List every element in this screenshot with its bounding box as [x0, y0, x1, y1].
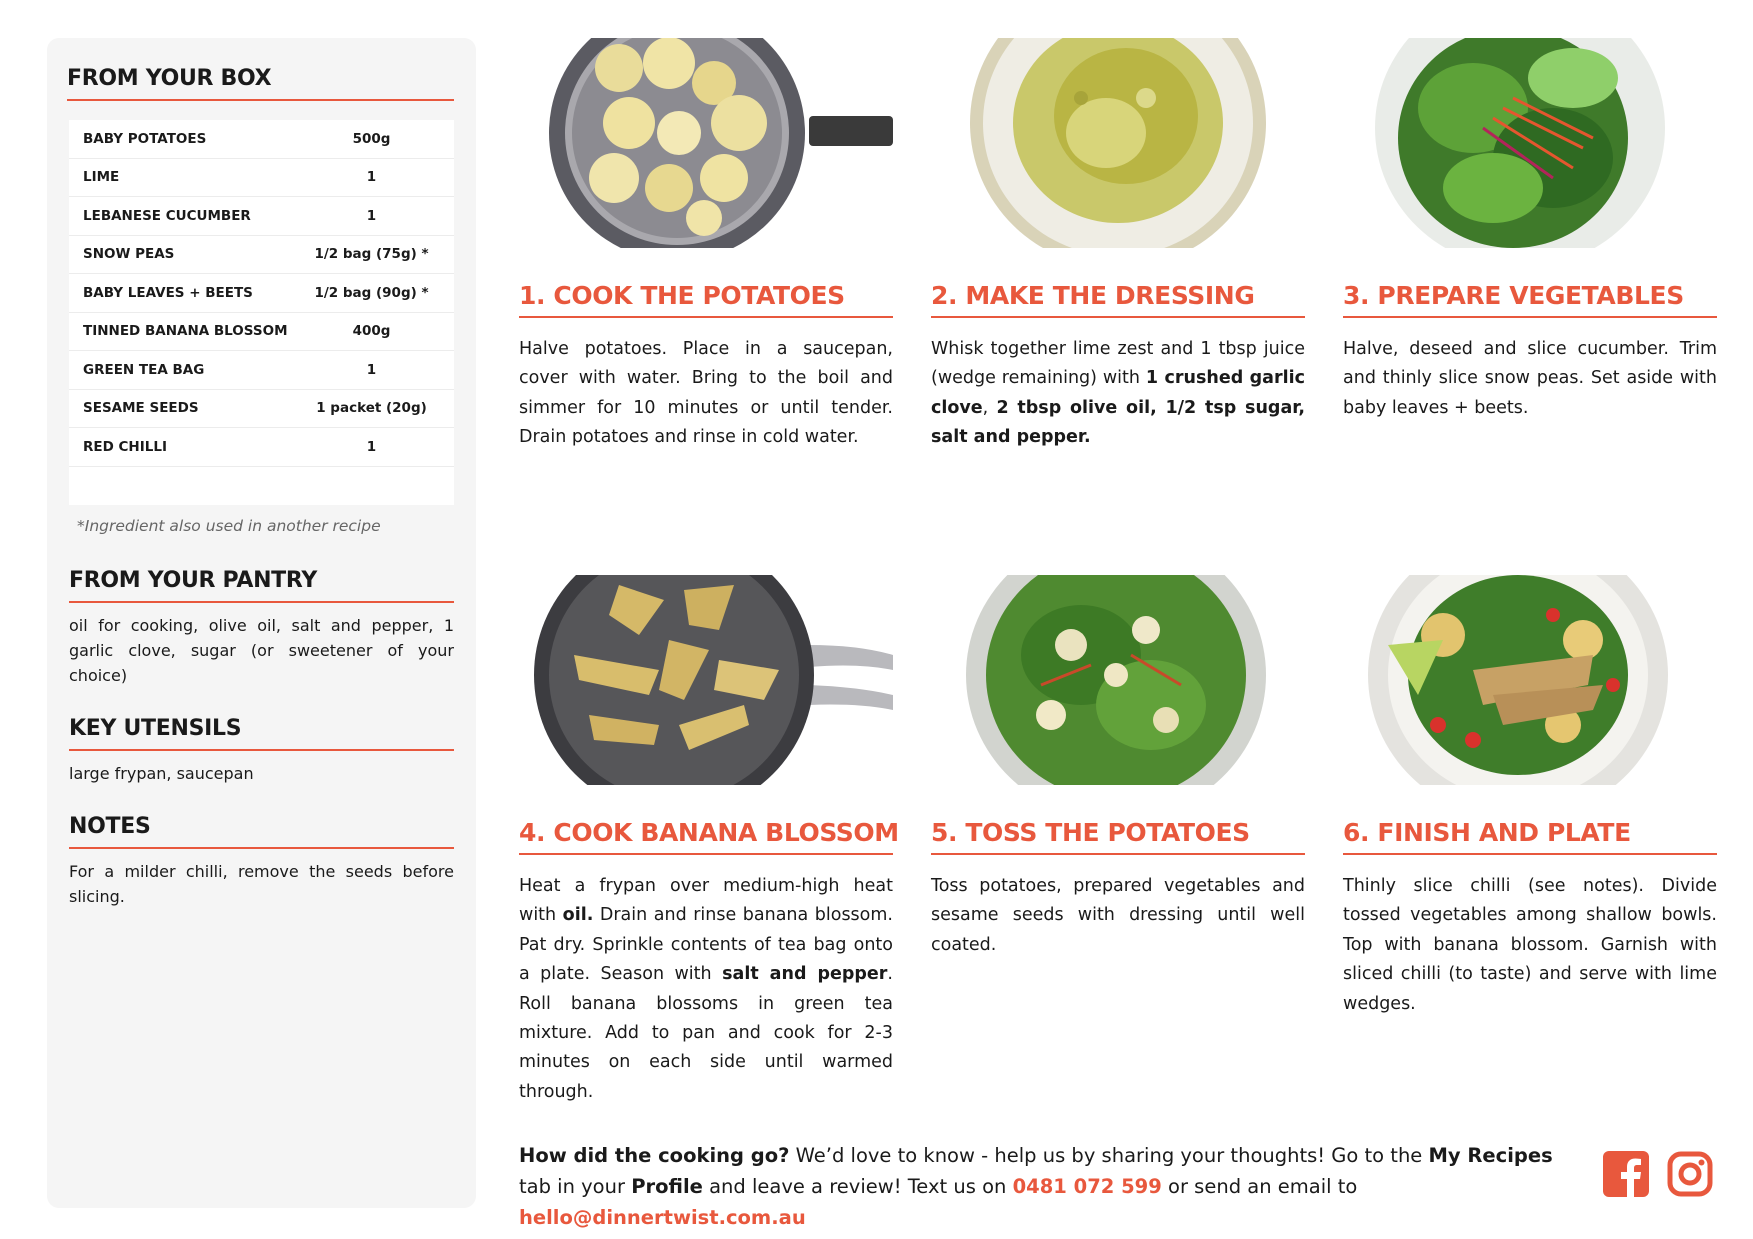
ingredient-qty: 400g [352, 323, 391, 340]
step-3 [1343, 38, 1717, 423]
step-text-part: salt and pepper [722, 964, 888, 985]
ingredient-name: SESAME SEEDS [83, 400, 199, 417]
step-3-photo [1343, 38, 1717, 248]
ingredient-name: SNOW PEAS [83, 246, 175, 263]
footer-my-recipes: My Recipes [1428, 1144, 1553, 1167]
step-6-photo [1343, 575, 1717, 785]
ingredient-qty: 1/2 bag (90g) * [314, 284, 429, 301]
step-4 [519, 575, 899, 1107]
step-2 [931, 38, 1305, 453]
step-1 [519, 38, 893, 453]
step-6-title: 6. FINISH AND PLATE [1343, 818, 1717, 855]
step-text-part: 1 crushed garlic clove [931, 368, 1305, 418]
step-text-part: Whisk together lime zest and 1 tbsp juice (wedge remaining) with [931, 339, 1305, 389]
ingredient-row [69, 313, 454, 352]
ingredient-name: TINNED BANANA BLOSSOM [83, 323, 288, 340]
footer-text-1: We’d love to know - help us by sharing your thoughts! Go to the [789, 1144, 1429, 1167]
ingredient-row [69, 428, 454, 467]
ingredient-name: LIME [83, 169, 120, 186]
step-2-photo [931, 38, 1305, 248]
step-3-text [1343, 335, 1717, 423]
ingredient-name: BABY POTATOES [83, 130, 207, 147]
pantry-text: oil for cooking, olive oil, salt and pepper, 1 garlic clove, sugar (or sweetener of your choice) [69, 616, 454, 685]
key-utensils-heading: KEY UTENSILS [69, 716, 454, 751]
step-2-text [931, 335, 1305, 453]
step-5-title: 5. TOSS THE POTATOES [931, 818, 1305, 855]
ingredient-name: LEBANESE CUCUMBER [83, 207, 251, 224]
feedback-footer [519, 1140, 1559, 1233]
ingredient-qty: 1 packet (20g) [316, 400, 427, 417]
ingredient-footnote: *Ingredient also used in another recipe [77, 517, 381, 535]
ingredient-row [69, 351, 454, 390]
step-3-title: 3. PREPARE VEGETABLES [1343, 281, 1717, 318]
ingredient-row [69, 390, 454, 429]
notes-heading: NOTES [69, 814, 454, 849]
step-text-part: Heat a frypan over medium-high heat with [519, 876, 893, 926]
step-6 [1343, 575, 1717, 1019]
ingredient-qty: 1/2 bag (75g) * [314, 246, 429, 263]
ingredient-qty: 1 [366, 438, 377, 455]
step-4-title: 4. COOK BANANA BLOSSOM [519, 818, 893, 855]
step-1-title: 1. COOK THE POTATOES [519, 281, 893, 318]
footer-text-4: or send an email to [1161, 1175, 1358, 1198]
footer-text-3: and leave a review! Text us on [702, 1175, 1013, 1198]
step-text-part: Drain and rinse banana blossom. Pat dry. Sprinkle contents of tea bag onto a plate. Season with [519, 905, 893, 985]
ingredients-sidebar [47, 38, 476, 1208]
step-text-part: Thinly slice chilli (see notes). Divide tossed vegetables among shallow bowls. Top with banana blossom. Garnish with sliced chilli (to taste) and serve with lime wedges. [1343, 876, 1717, 1014]
ingredient-row [69, 159, 454, 198]
ingredient-row [69, 236, 454, 275]
notes-section [69, 814, 454, 909]
ingredient-row [69, 120, 454, 159]
utensils-text: large frypan, saucepan [69, 764, 254, 783]
step-1-text [519, 335, 893, 453]
footer-phone-link[interactable]: 0481 072 599 [1012, 1175, 1162, 1198]
step-text-part: Halve, deseed and slice cucumber. Trim and thinly slice snow peas. Set aside with baby leaves + beets. [1343, 339, 1717, 418]
footer-question: How did the cooking go? [519, 1144, 790, 1167]
step-text-part: oil. [562, 905, 594, 926]
from-your-box-heading: FROM YOUR BOX [67, 66, 454, 101]
utensils-section [69, 716, 454, 786]
footer-email-link[interactable]: hello@dinnertwist.com.au [519, 1206, 806, 1229]
ingredient-row [69, 197, 454, 236]
from-your-pantry-heading: FROM YOUR PANTRY [69, 568, 454, 603]
ingredient-qty: 1 [366, 361, 377, 378]
facebook-icon[interactable] [1603, 1151, 1649, 1197]
ingredient-name: RED CHILLI [83, 438, 167, 455]
ingredient-qty: 1 [366, 169, 377, 186]
ingredient-name: GREEN TEA BAG [83, 361, 205, 378]
step-4-photo [519, 575, 893, 785]
footer-text-2: tab in your [519, 1175, 632, 1198]
step-text-part: , [982, 397, 997, 418]
step-5-photo [931, 575, 1305, 785]
step-text-part: . Roll banana blossoms in green tea mixture. Add to pan and cook for 2-3 minutes on each side until warmed through. [519, 964, 893, 1102]
footer-profile: Profile [631, 1175, 703, 1198]
ingredient-row [69, 274, 454, 313]
step-5-text [931, 872, 1305, 960]
step-2-title: 2. MAKE THE DRESSING [931, 281, 1305, 318]
ingredient-name: BABY LEAVES + BEETS [83, 284, 253, 301]
step-4-text [519, 872, 893, 1107]
step-text-part: 2 tbsp olive oil, 1/2 tsp sugar, salt and pepper. [931, 397, 1305, 448]
step-text-part: Halve potatoes. Place in a saucepan, cover with water. Bring to the boil and simmer for 10 minutes or until tender. Drain potatoes and rinse in cold water. [519, 339, 893, 448]
pantry-section [69, 568, 454, 688]
ingredient-qty: 1 [366, 207, 377, 224]
step-1-photo [519, 38, 893, 248]
instagram-icon[interactable] [1667, 1151, 1713, 1197]
step-5 [931, 575, 1305, 960]
step-text-part: Toss potatoes, prepared vegetables and sesame seeds with dressing until well coated. [931, 876, 1305, 955]
ingredients-table [69, 120, 454, 505]
ingredient-qty: 500g [352, 130, 391, 147]
step-6-text [1343, 872, 1717, 1019]
notes-text: For a milder chilli, remove the seeds before slicing. [69, 862, 454, 906]
